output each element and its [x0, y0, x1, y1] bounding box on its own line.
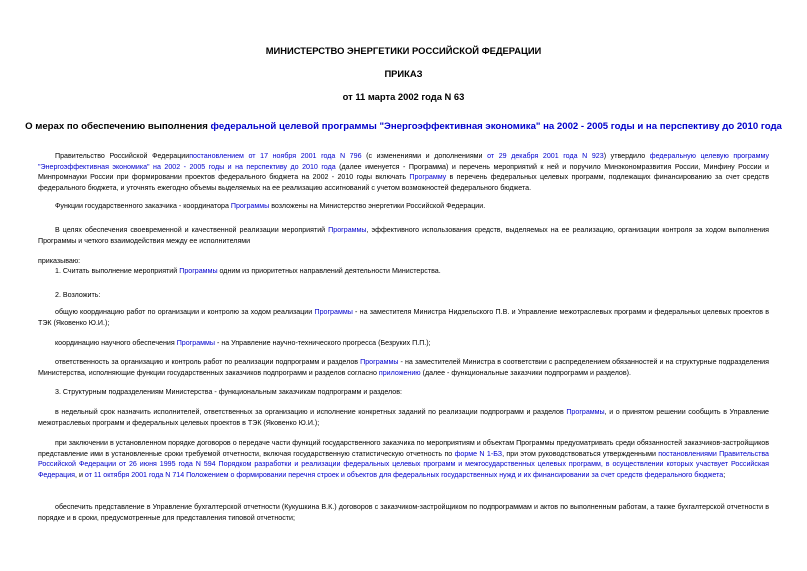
doc-type: ПРИКАЗ: [384, 68, 423, 79]
text: Правительство Российской Федерации: [55, 152, 190, 160]
program-link[interactable]: Программы: [328, 226, 367, 234]
text: , эффективного использования средств, выделяемых на ее реализацию, организации контроля за ходом выполнения Программы и четкого взаимодействия между ее исполнителями: [38, 226, 770, 245]
decree-714-link[interactable]: от 11 октября 2001 года N 714 Положением о формировании перечня строек и объектов для федеральных государственных нужд и их финансировании за счет средств федерального бюджета: [84, 470, 724, 479]
text: , и: [75, 470, 85, 479]
decree-796-link[interactable]: постановлением от 17 ноября 2001 года N 796: [189, 152, 362, 160]
text: - на заместителей Министра в соответствии с распределением обязанностей и на структурные подразделения Министерства, исполняющие функции государственных заказчиков подпрограмм и разделов согласно: [38, 358, 769, 377]
text: , и о принятом решении сообщить в Управление межотраслевых программ и федеральных целевых проектов в ТЭК (Яковенко Ю.И.);: [38, 408, 769, 427]
program-link[interactable]: Программы: [314, 308, 353, 316]
order-word: приказываю:: [38, 257, 81, 265]
item-3: 3. Структурным подразделениям Министерства - функциональным заказчикам подпрограмм и разделов:: [55, 388, 402, 396]
text: Функции государственного заказчика - координатора: [55, 202, 231, 210]
text: в перечень федеральных целевых программ, подлежащих финансированию за счет средств федерального бюджета, и уточнять ежегодно объемы выделяемых на ее реализацию ассигнований с учетом возможностей федерального бюджета.: [38, 173, 769, 192]
decree-594-link[interactable]: постановлениями Правительства Российской Федерации от 26 июня 1995 года N 594 Порядком разработки и реализации федеральных целевых программ и межгосударственных целевых программ, в осуществлении которых участвует Российская Федерация: [38, 449, 769, 479]
text: ;: [723, 470, 726, 479]
doc-title: [0, 121, 807, 132]
text: , при этом руководствоваться утвержденными: [502, 449, 659, 458]
text: возложены на Министерство энергетики Российской Федерации.: [269, 202, 486, 210]
appendix-link[interactable]: приложению: [378, 368, 421, 377]
program-link[interactable]: федеральную целевую программу "Энергоэффективная экономика" на 2002 - 2005 годы и на перспективу до 2010 года: [38, 152, 769, 171]
item-3-contracts: [38, 438, 769, 480]
text: ответственность за организацию и контроль работ по реализации подпрограмм и разделов: [55, 358, 361, 366]
program-link[interactable]: Программы: [566, 408, 605, 416]
text: одним из приоритетных направлений деятельности Министерства.: [217, 267, 441, 275]
decree-923-link[interactable]: от 29 декабря 2001 года N 923: [487, 152, 604, 160]
text: в недельный срок назначить исполнителей, ответственных за организацию и исполнение конкретных заданий по реализации подпрограмм и разделов: [55, 408, 567, 416]
item-2-science: [38, 338, 769, 349]
item-1: [38, 266, 769, 277]
text: (с изменениями и дополнениями: [361, 152, 488, 160]
text: - на Управление научно-технического прогресса (Безруких П.П.);: [215, 339, 431, 347]
title-program-link[interactable]: федеральной целевой программы "Энергоэффективная экономика" на 2002 - 2005 годы и на перспективу до 2010 года: [210, 121, 782, 132]
text: (далее именуется - Программа) и перечень мероприятий к ней и поручило Минэкономразвития России, Минфину России и Минпромнауки России при формировании проектов федерального бюджета на 2002 - 2010 годы включать: [38, 162, 769, 181]
doc-date: от 11 марта 2002 года N 63: [342, 91, 465, 102]
paragraph-1: [38, 151, 769, 193]
ministry-name: МИНИСТЕРСТВО ЭНЕРГЕТИКИ РОССИЙСКОЙ ФЕДЕРАЦИИ: [265, 45, 542, 56]
item-3-reporting: обеспечить представление в Управление бухгалтерской отчетности (Кукушкина В.К.) договоров с заказчиком-застройщиком по подпрограммам и актов по выполненным работам, а также бухгалтерской отчетности в порядке и в сроки, предусмотренные для представления типовой отчетности;: [38, 503, 769, 522]
program-link[interactable]: Программы: [230, 202, 270, 210]
text: В целях обеспечения своевременной и качественной реализации мероприятий: [55, 226, 329, 234]
program-link[interactable]: Программы: [176, 339, 216, 347]
title-prefix: О мерах по обеспечению выполнения: [25, 121, 211, 132]
text: 1. Считать выполнение мероприятий: [55, 267, 180, 275]
text: при заключении в установленном порядке договоров о передаче части функций государственного заказчика по мероприятиям и объектам Программы предусматривать среди обязанностей заказчиков-застройщиков представление ими в установленные сроки требуемой отчетности, включая государственную статистическую отчетность по: [38, 439, 769, 458]
item-2-coordination: [38, 307, 769, 328]
program-link[interactable]: Программы: [360, 358, 399, 366]
form-1bz-link[interactable]: форме N 1-БЗ: [454, 449, 503, 458]
paragraph-3: [38, 225, 769, 246]
program-link[interactable]: Программы: [179, 267, 218, 275]
text: ) утвердило: [603, 152, 650, 160]
text: (далее - функциональные заказчики подпрограмм и разделов).: [420, 368, 631, 377]
program-link[interactable]: Программу: [409, 173, 447, 181]
paragraph-2: [38, 201, 769, 212]
text: координацию научного обеспечения: [55, 339, 177, 347]
item-2: 2. Возложить:: [55, 291, 101, 299]
text: общую координацию работ по организации и контролю за ходом реализации: [55, 308, 315, 316]
text: - на заместителя Министра Нидзельского П.В. и Управление межотраслевых программ и федеральных целевых проектов в ТЭК (Яковенко Ю.И.);: [38, 308, 769, 327]
item-2-responsibility: [38, 357, 769, 378]
item-3-assign: [38, 407, 769, 428]
